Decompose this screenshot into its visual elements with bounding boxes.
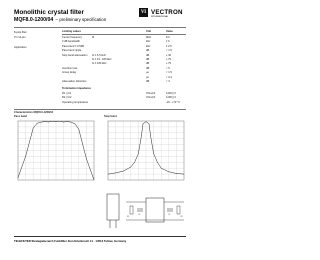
data-point [153, 153, 154, 154]
spec-unit: dB [146, 80, 150, 83]
spec-unit: dB [146, 62, 150, 66]
spec-condition: fo ± 6.5 kHz [92, 53, 106, 57]
data-point [75, 124, 76, 125]
spec-unit: kHz [146, 40, 151, 44]
spec-value: < 1.5 [166, 71, 172, 75]
data-point [149, 124, 150, 125]
package-body [107, 194, 119, 220]
spec-value: < 5 [166, 66, 170, 70]
data-point [123, 171, 124, 172]
data-point [41, 122, 42, 123]
spec-unit: µs [146, 75, 149, 79]
data-point [33, 128, 34, 129]
data-point [18, 177, 19, 178]
spec-unit: dB [146, 53, 150, 57]
charts-heading: Characteristics MQF8.0-1200/04 [14, 111, 54, 114]
spec-unit: dB [146, 58, 150, 61]
data-point [37, 123, 38, 124]
part-number-line [14, 17, 106, 23]
spec-unit: dB [146, 66, 150, 70]
temperature-row [0, 101, 200, 105]
data-point [67, 121, 68, 122]
spec-value: < 0.4 [166, 75, 172, 79]
header-divider [14, 27, 186, 28]
spec-row [0, 36, 200, 40]
status-text: – preliminary specification [54, 17, 107, 22]
data-point [157, 162, 158, 163]
spec-row [0, 71, 200, 75]
data-point [150, 136, 151, 137]
termination-heading: Termination impedance [62, 87, 91, 90]
data-point [108, 174, 109, 175]
chart-left-title: Pass band [14, 115, 27, 118]
spec-row [0, 62, 200, 66]
spec-value: ± 2.5 [166, 44, 172, 48]
termination-unit: Ohm/pF [146, 92, 156, 95]
data-point [146, 121, 147, 122]
title-line1: Monolithic crystal filter [14, 9, 84, 16]
termination-label: R2 || C2 [62, 96, 72, 99]
data-point [44, 121, 45, 122]
spec-value: ≥ 40 [166, 53, 172, 57]
spec-label: Center frequency [62, 36, 82, 39]
circuit-diagram [124, 190, 186, 232]
application-label: Application [14, 46, 27, 49]
spec-condition: fo ± 15...180 kHz [92, 58, 112, 61]
data-point [48, 122, 49, 123]
spec-label: Stop band attenuation [62, 53, 88, 57]
spec-row [0, 76, 200, 80]
temperature-value: -20...+70 °C [166, 101, 180, 104]
data-point [52, 121, 53, 122]
spec-value: < 1.5 [166, 49, 172, 53]
spec-condition: fo ± 180 kHz [92, 62, 107, 66]
spec-label: 3 dB bandwidth [62, 40, 80, 44]
brand-name: VECTRON [151, 9, 183, 16]
spec-value: ≥ 70 [166, 58, 172, 61]
spec-row [0, 54, 200, 58]
data-point [131, 167, 132, 168]
note-2: TO 14-pin [14, 36, 26, 39]
spec-label: Pass band ripple [62, 49, 82, 53]
footer-divider [14, 236, 186, 237]
spec-label: Insertion loss [62, 66, 78, 70]
resistor-r2 [177, 206, 180, 214]
spec-heading-unit: Unit [146, 30, 152, 33]
data-point [25, 156, 26, 157]
spec-value: ± 6 [166, 40, 170, 44]
spec-label: Group delay [62, 71, 77, 75]
brand-tagline: INTERNATIONAL [151, 16, 169, 18]
chart-right-title: Stop band [104, 115, 117, 118]
package-outline [104, 192, 122, 230]
data-point [86, 159, 87, 160]
data-point [141, 136, 142, 137]
data-point [138, 153, 139, 154]
pass-band-chart [14, 119, 96, 185]
spec-heading-label: Limiting values [62, 30, 81, 33]
vectron-logo-icon: VI [140, 10, 147, 15]
spec-value: < 3 [166, 80, 170, 83]
spec-condition: f0 [92, 36, 95, 39]
spec-row [0, 40, 200, 44]
termination-row [0, 96, 200, 100]
footer-address: TELEFILTER Strategiebereich Funkfilter Zum Erlenbruch 11 · 14513 Teltow, Germany [14, 239, 127, 243]
data-point [161, 168, 162, 169]
label-c1: C1 [138, 214, 141, 216]
spec-header-divider [62, 34, 186, 35]
label-r1: R1 [127, 216, 130, 218]
filter-block [146, 198, 164, 222]
note-1: 8-pole filter [14, 31, 27, 34]
termination-unit: Ohm/pF [146, 96, 156, 99]
spec-unit: kHz [146, 44, 151, 48]
label-c2: C2 [168, 214, 171, 216]
spec-unit: dB [146, 49, 150, 53]
stop-band-chart [104, 119, 186, 185]
data-point [71, 122, 72, 123]
data-point [176, 173, 177, 174]
spec-heading-value: Value [166, 30, 173, 33]
data-point [56, 121, 57, 122]
resistor-r1 [130, 206, 133, 214]
spec-row [0, 49, 200, 53]
data-point [143, 124, 144, 125]
data-point [94, 180, 95, 181]
spec-label: Pass band ± 0.5dB [62, 44, 84, 48]
termination-value: 1200 || 0 [166, 96, 177, 99]
data-point [184, 174, 185, 175]
data-point [169, 171, 170, 172]
termination-label: R1 || C1 [62, 92, 72, 95]
data-point [79, 129, 80, 130]
data-point [115, 173, 116, 174]
spec-unit: µs [146, 71, 149, 75]
temperature-label: Operating temperature [62, 101, 89, 104]
label-r2: R2 [180, 216, 183, 218]
spec-unit: MHz [146, 36, 152, 39]
termination-value: 1200 || 0 [166, 92, 177, 95]
spec-label: Attenuation distortion [62, 80, 87, 83]
part-number: MQF8.0-1200/04 [14, 17, 54, 23]
data-point [134, 162, 135, 163]
data-point [63, 122, 64, 123]
spec-row [0, 80, 200, 84]
charts-divider [14, 109, 186, 110]
spec-value: ≥ 75 [166, 62, 172, 66]
data-point [60, 121, 61, 122]
spec-value: 8.0 [166, 36, 170, 39]
